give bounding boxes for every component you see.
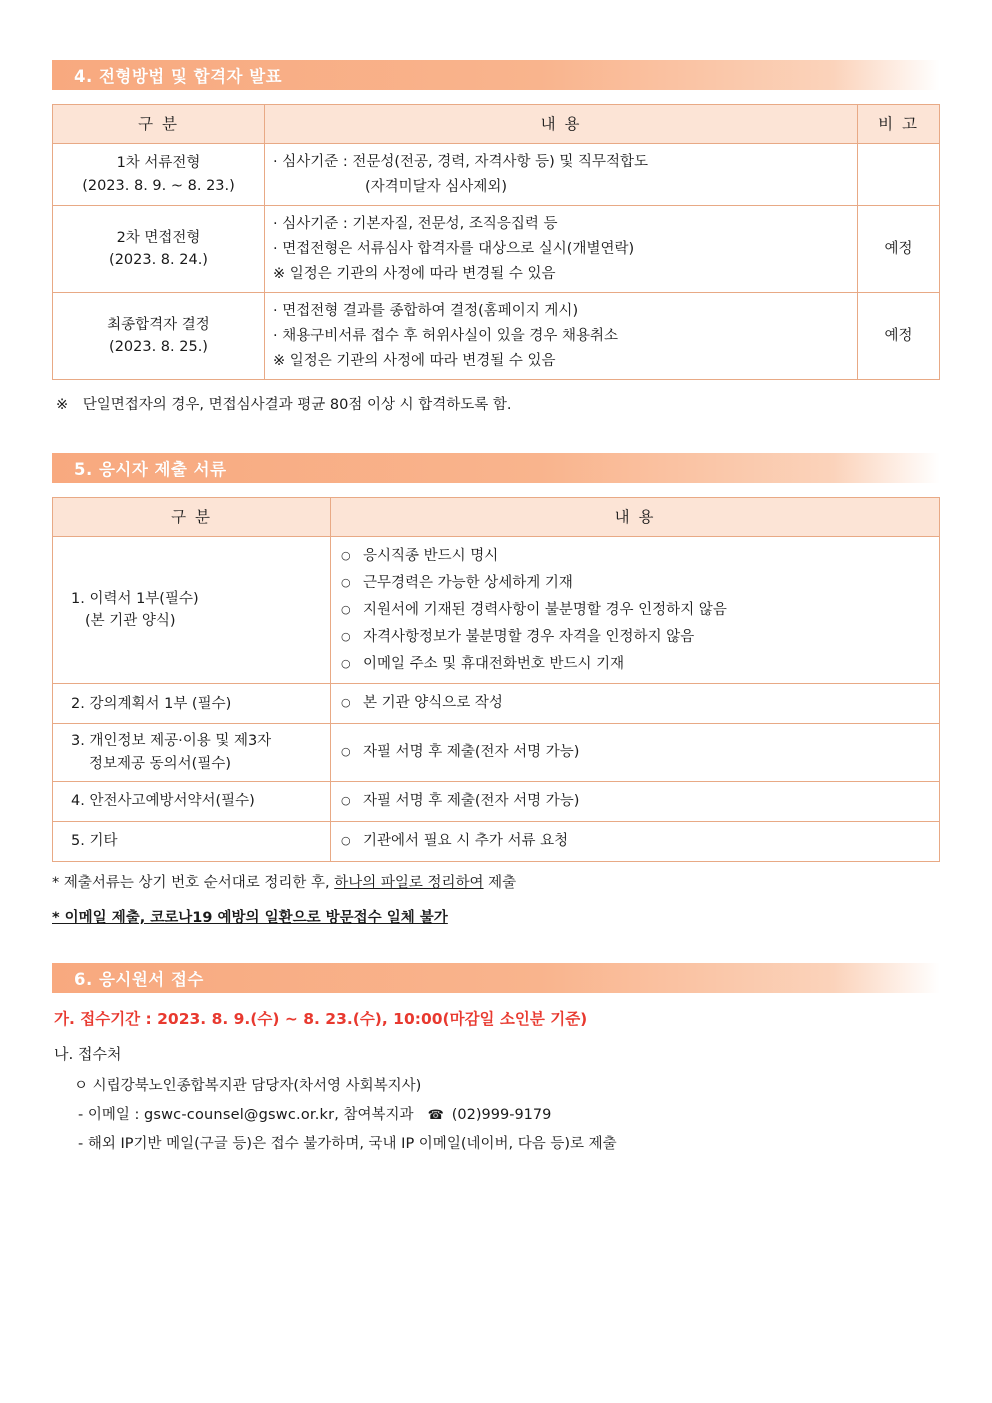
table-row <box>53 782 940 822</box>
row-gubun <box>53 206 265 293</box>
row-gubun <box>53 537 331 684</box>
list-item: ○ 기관에서 필요 시 추가 서류 요청 <box>339 828 931 855</box>
content-line: · 면접전형 결과를 종합하여 결정(홈페이지 게시) <box>273 303 579 320</box>
table-header-cell-content: 내 용 <box>331 498 940 537</box>
section-heading-4 <box>52 60 940 90</box>
footnote-text: * 이메일 제출, 코로나19 예방의 일환으로 방문접수 일체 불가 <box>52 909 448 926</box>
list-item: ○ 응시직종 반드시 명시 <box>339 543 931 570</box>
row-gubun <box>53 293 265 380</box>
email-address[interactable]: gswc-counsel@gswc.or.kr <box>143 1107 335 1124</box>
table5-footnote-2 <box>52 905 940 932</box>
row-gubun-line1: 최종합격자 결정 <box>107 316 210 333</box>
phone-number: (02)999-9179 <box>451 1107 552 1124</box>
row-content <box>331 724 940 782</box>
content-list <box>339 690 931 717</box>
row-gubun-line2: 정보제공 동의서(필수) <box>89 755 231 772</box>
row-content <box>265 206 858 293</box>
table-header-row <box>53 105 940 144</box>
table-row <box>53 684 940 724</box>
table5-footnote-1 <box>52 870 940 897</box>
content-list <box>339 739 931 766</box>
table-header-cell-gubun: 구 분 <box>53 105 265 144</box>
section-6-body <box>52 1007 940 1153</box>
application-period: 가. 접수기간 : 2023. 8. 9.(수) ~ 8. 23.(수), 10:00(마감일 소인분 기준) <box>54 1010 588 1029</box>
row-gubun-line1: 1. 이력서 1부(필수) <box>71 590 199 607</box>
footnote-text: 단일면접자의 경우, 면접심사결과 평균 80점 이상 시 합격하도록 함. <box>82 397 512 414</box>
section-heading-6 <box>52 963 940 993</box>
row-content <box>265 144 858 206</box>
email-label: - 이메일 : <box>78 1107 144 1124</box>
section-6 <box>52 963 940 1153</box>
row-content <box>331 782 940 822</box>
row-content <box>265 293 858 380</box>
content-list <box>339 788 931 815</box>
footnote-suffix: 제출 <box>483 874 517 891</box>
table-required-documents <box>52 497 940 861</box>
list-item: ○ 본 기관 양식으로 작성 <box>339 690 931 717</box>
row-gubun-line2: (2023. 8. 9. ~ 8. 23.) <box>82 177 235 194</box>
list-item: ○ 자필 서명 후 제출(전자 서명 가능) <box>339 788 931 815</box>
row-gubun: 5. 기타 <box>53 821 331 861</box>
section-heading-6-label: 6. 응시원서 접수 <box>74 970 204 990</box>
phone-icon: ☎ <box>427 1108 444 1124</box>
row-content <box>331 821 940 861</box>
content-line: (자격미달자 심사제외) <box>365 178 507 195</box>
table-row <box>53 144 940 206</box>
row-gubun-line2: (본 기관 양식) <box>85 613 176 630</box>
list-item: ○ 근무경력은 가능한 상세하게 기재 <box>339 570 931 597</box>
section-heading-4-label: 4. 전형방법 및 합격자 발표 <box>74 67 283 86</box>
content-line: · 면접전형은 서류심사 합격자를 대상으로 실시(개별연락) <box>273 240 635 257</box>
list-item: ○ 자격사항정보가 불분명할 경우 자격을 인정하지 않음 <box>339 624 931 651</box>
row-gubun-line1: 1차 서류전형 <box>116 155 201 172</box>
table-header-cell-gubun: 구 분 <box>53 498 331 537</box>
row-gubun-line1: 2차 면접전형 <box>116 229 201 246</box>
list-item: ○ 자필 서명 후 제출(전자 서명 가능) <box>339 739 931 766</box>
row-gubun-line1: 3. 개인정보 제공·이용 및 제3자 <box>71 733 272 750</box>
footnote-underline: 하나의 파일로 정리하여 <box>334 874 484 891</box>
list-item: ○ 이메일 주소 및 휴대전화번호 반드시 기재 <box>339 651 931 678</box>
section-heading-5 <box>52 453 940 483</box>
row-gubun <box>53 724 331 782</box>
row-gubun-line2: (2023. 8. 25.) <box>109 339 208 356</box>
receipt-label: 나. 접수처 <box>54 1045 122 1064</box>
row-gubun <box>53 144 265 206</box>
content-list <box>339 543 931 677</box>
content-line: · 채용구비서류 접수 후 허위사실이 있을 경우 채용취소 <box>273 327 619 344</box>
row-note <box>858 144 940 206</box>
content-line: ※ 일정은 기관의 사정에 따라 변경될 수 있음 <box>273 265 556 282</box>
table-row <box>53 293 940 380</box>
receipt-email-line <box>78 1103 940 1124</box>
row-note: 예정 <box>858 206 940 293</box>
row-content <box>331 684 940 724</box>
table-row <box>53 724 940 782</box>
row-note: 예정 <box>858 293 940 380</box>
table-row <box>53 821 940 861</box>
footnote-prefix: * 제출서류는 상기 번호 순서대로 정리한 후, <box>52 874 335 891</box>
row-gubun: 2. 강의계획서 1부 (필수) <box>53 684 331 724</box>
table-header-row <box>53 498 940 537</box>
row-gubun: 4. 안전사고예방서약서(필수) <box>53 782 331 822</box>
content-list <box>339 828 931 855</box>
content-line: · 심사기준 : 기본자질, 전문성, 조직응집력 등 <box>273 216 558 233</box>
table4-footnote <box>56 394 940 417</box>
table-header-cell-content: 내 용 <box>265 105 858 144</box>
table-row <box>53 537 940 684</box>
email-dept: , 참여복지과 <box>334 1107 414 1124</box>
table-header-cell-note: 비 고 <box>858 105 940 144</box>
table-row <box>53 206 940 293</box>
footnote-mark: ※ <box>56 397 69 414</box>
row-content <box>331 537 940 684</box>
row-gubun-line2: (2023. 8. 24.) <box>109 252 208 269</box>
content-line: · 심사기준 : 전문성(전공, 경력, 자격사항 등) 및 직무적합도 <box>273 154 649 171</box>
receipt-organization: ㅇ 시립강북노인종합복지관 담당자(차서영 사회복지사) <box>74 1078 422 1095</box>
section-5 <box>52 453 940 931</box>
list-item: ○ 지원서에 기재된 경력사항이 불분명할 경우 인정하지 않음 <box>339 597 931 624</box>
section-heading-5-label: 5. 응시자 제출 서류 <box>74 460 227 480</box>
content-line: ※ 일정은 기관의 사정에 따라 변경될 수 있음 <box>273 352 556 369</box>
table-selection-method <box>52 104 940 380</box>
receipt-ip-restriction: - 해외 IP기반 메일(구글 등)은 접수 불가하며, 국내 IP 이메일(네이버, 다음 등)로 제출 <box>78 1136 617 1153</box>
